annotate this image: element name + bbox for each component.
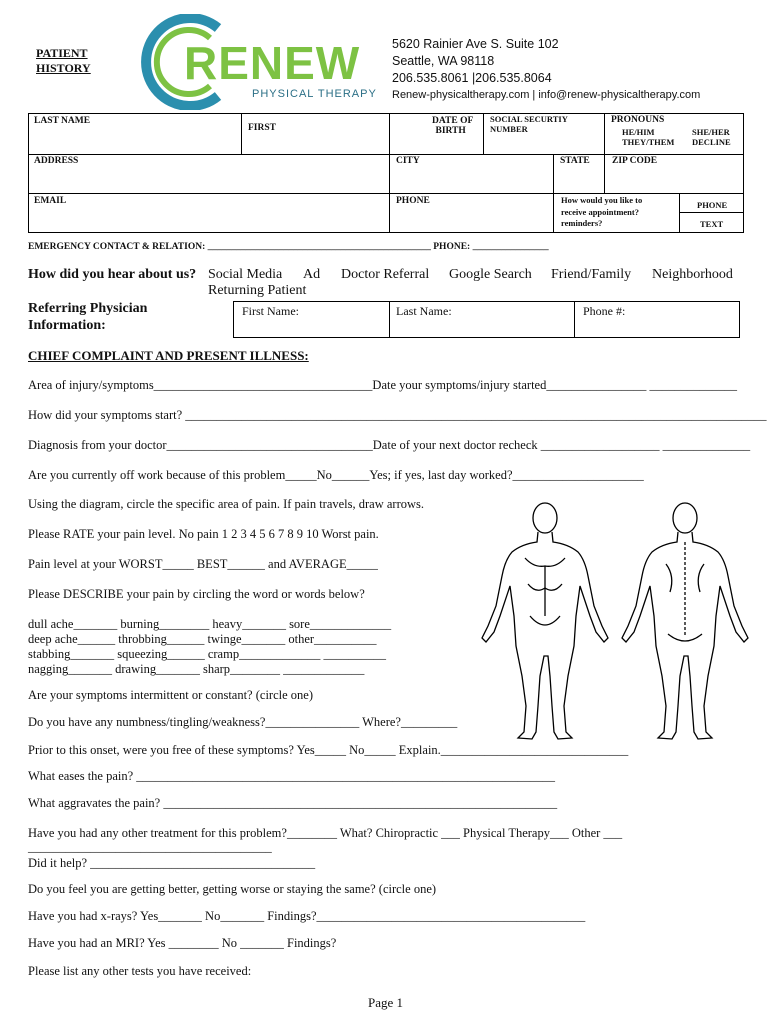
other-treatment-line[interactable]: Have you had any other treatment for this problem?________ What? Chiropractic ___ Physical Therapy___ Other ___ bbox=[28, 826, 623, 840]
diagram-instruction: Using the diagram, circle the specific area of pain. If pain travels, draw arrows. bbox=[28, 497, 425, 511]
intermittent-line[interactable]: Are your symptoms intermittent or constant? (circle one) bbox=[28, 688, 313, 702]
diagnosis-line[interactable]: Diagnosis from your doctor_________________________________Date of your next doctor recheck ___________________ ______________ bbox=[28, 438, 751, 452]
option-neighborhood[interactable]: Neighborhood bbox=[652, 267, 733, 282]
mri-line[interactable]: Have you had an MRI? Yes ________ No _______ Findings? bbox=[28, 936, 337, 950]
option-google-search[interactable]: Google Search bbox=[449, 267, 532, 282]
dob-label-1: DATE OF bbox=[432, 116, 474, 126]
dob-label-2: BIRTH bbox=[435, 126, 466, 136]
symptoms-start-line[interactable]: How did your symptoms start? _____________________________________________________________________________________________ bbox=[28, 408, 767, 422]
reminder-q2: receive appointment? bbox=[561, 206, 639, 217]
physician-first-label: First Name: bbox=[242, 304, 299, 318]
first-name-cell[interactable] bbox=[241, 113, 390, 155]
pain-words-row2[interactable]: deep ache______ throbbing______ twinge_______ other__________ bbox=[28, 632, 377, 646]
first-name-label: FIRST bbox=[248, 123, 276, 133]
website-email: Renew-physicaltherapy.com | info@renew-physicaltherapy.com bbox=[392, 89, 701, 101]
progress-line[interactable]: Do you feel you are getting better, getting worse or staying the same? (circle one) bbox=[28, 882, 437, 896]
pain-words-row4[interactable]: nagging_______ drawing_______ sharp________ _____________ bbox=[28, 662, 365, 676]
numbness-line[interactable]: Do you have any numbness/tingling/weakness?_______________ Where?_________ bbox=[28, 715, 458, 729]
physician-label-2: Information: bbox=[28, 318, 106, 333]
zip-label: ZIP CODE bbox=[612, 156, 658, 166]
pain-rating-line[interactable]: Please RATE your pain level. No pain 1 2 3 4 5 6 7 8 9 10 Worst pain. bbox=[28, 527, 379, 541]
address-cell[interactable] bbox=[28, 154, 390, 194]
back-body-icon bbox=[622, 503, 748, 739]
physician-last-label: Last Name: bbox=[396, 304, 452, 318]
option-friend-family[interactable]: Friend/Family bbox=[551, 267, 632, 282]
title-line2: HISTORY bbox=[36, 61, 91, 75]
option-ad[interactable]: Ad bbox=[303, 267, 321, 282]
state-label: STATE bbox=[560, 156, 590, 166]
other-tests-line[interactable]: Please list any other tests you have received: bbox=[28, 964, 252, 978]
form-title bbox=[36, 46, 91, 76]
contact-block bbox=[392, 36, 700, 104]
logo-word: RENEW bbox=[184, 37, 361, 89]
address-line1: 5620 Rainier Ave S. Suite 102 bbox=[392, 37, 559, 51]
did-it-help-line[interactable]: Did it help? ____________________________________ bbox=[28, 856, 316, 870]
reminder-phone-option[interactable]: PHONE bbox=[697, 200, 728, 210]
pronoun-sheher[interactable]: SHE/HER bbox=[692, 127, 730, 137]
pain-level-line[interactable]: Pain level at your WORST_____ BEST______ and AVERAGE_____ bbox=[28, 557, 378, 571]
reminder-text-option[interactable]: TEXT bbox=[700, 219, 724, 229]
page-number: Page 1 bbox=[368, 995, 404, 1010]
chief-complaint-heading: CHIEF COMPLAINT AND PRESENT ILLNESS: bbox=[28, 348, 309, 363]
dob-label bbox=[432, 116, 473, 136]
option-social-media[interactable]: Social Media bbox=[208, 267, 283, 282]
reminder-q1: How would you like to bbox=[561, 195, 643, 205]
ssn-label bbox=[490, 114, 568, 134]
logo-subtitle: PHYSICAL THERAPY bbox=[252, 88, 377, 100]
reminder-q3: reminders? bbox=[561, 218, 603, 228]
pain-words-row3[interactable]: stabbing_______ squeezing______ cramp_____________ __________ bbox=[28, 647, 386, 661]
pronouns-label: PRONOUNS bbox=[611, 115, 665, 125]
ssn-label-2: NUMBER bbox=[490, 124, 528, 134]
off-work-line[interactable]: Are you currently off work because of this problem_____No______Yes; if yes, last day worked?_____________________ bbox=[28, 468, 644, 482]
physician-label-1: Referring Physician bbox=[28, 301, 148, 316]
pronoun-theythem[interactable]: THEY/THEM bbox=[622, 137, 675, 147]
pain-describe-line: Please DESCRIBE your pain by circling the word or words below? bbox=[28, 587, 365, 601]
prior-symptoms-line[interactable]: Prior to this onset, were you free of these symptoms? Yes_____ No_____ Explain.______________________________ bbox=[28, 743, 629, 757]
pain-words-row1[interactable]: dull ache_______ burning________ heavy_______ sore_____________ bbox=[28, 617, 392, 631]
pronoun-decline[interactable]: DECLINE bbox=[692, 137, 731, 147]
aggravates-pain-line[interactable]: What aggravates the pain? _______________________________________________________________ bbox=[28, 796, 558, 810]
referral-source-label: How did you hear about us? bbox=[28, 267, 197, 282]
phone-numbers: 206.535.8061 |206.535.8064 bbox=[392, 71, 552, 85]
body-diagram[interactable] bbox=[470, 496, 760, 744]
reminder-question bbox=[561, 195, 642, 230]
email-label: EMAIL bbox=[34, 196, 67, 206]
eases-pain-line[interactable]: What eases the pain? ___________________________________________________________________ bbox=[28, 769, 556, 783]
pain-words[interactable] bbox=[28, 617, 391, 677]
option-doctor-referral[interactable]: Doctor Referral bbox=[341, 267, 430, 282]
option-returning-patient[interactable]: Returning Patient bbox=[208, 283, 307, 298]
physician-phone-label: Phone #: bbox=[583, 304, 626, 318]
address-line2: Seattle, WA 98118 bbox=[392, 54, 495, 68]
physician-label bbox=[28, 300, 147, 334]
area-of-injury-line[interactable]: Area of injury/symptoms___________________________________Date your symptoms/injury started________________ ______________ bbox=[28, 378, 737, 392]
pronoun-hehim[interactable]: HE/HIM bbox=[622, 127, 655, 137]
front-body-icon bbox=[482, 503, 608, 739]
title-line1: PATIENT bbox=[36, 46, 88, 60]
ssn-label-1: SOCIAL SECURTIY bbox=[490, 114, 568, 124]
company-logo bbox=[140, 14, 380, 110]
emergency-contact-line[interactable]: EMERGENCY CONTACT & RELATION: _______________________________________________ PHONE: ________________ bbox=[28, 242, 549, 252]
other-treatment-blank[interactable]: _______________________________________ bbox=[28, 840, 272, 854]
phone-label: PHONE bbox=[396, 196, 430, 206]
last-name-label: LAST NAME bbox=[34, 116, 91, 126]
city-label: CITY bbox=[396, 156, 420, 166]
xray-line[interactable]: Have you had x-rays? Yes_______ No_______ Findings?___________________________________________ bbox=[28, 909, 586, 923]
email-cell[interactable] bbox=[28, 193, 390, 233]
address-label: ADDRESS bbox=[34, 156, 79, 166]
